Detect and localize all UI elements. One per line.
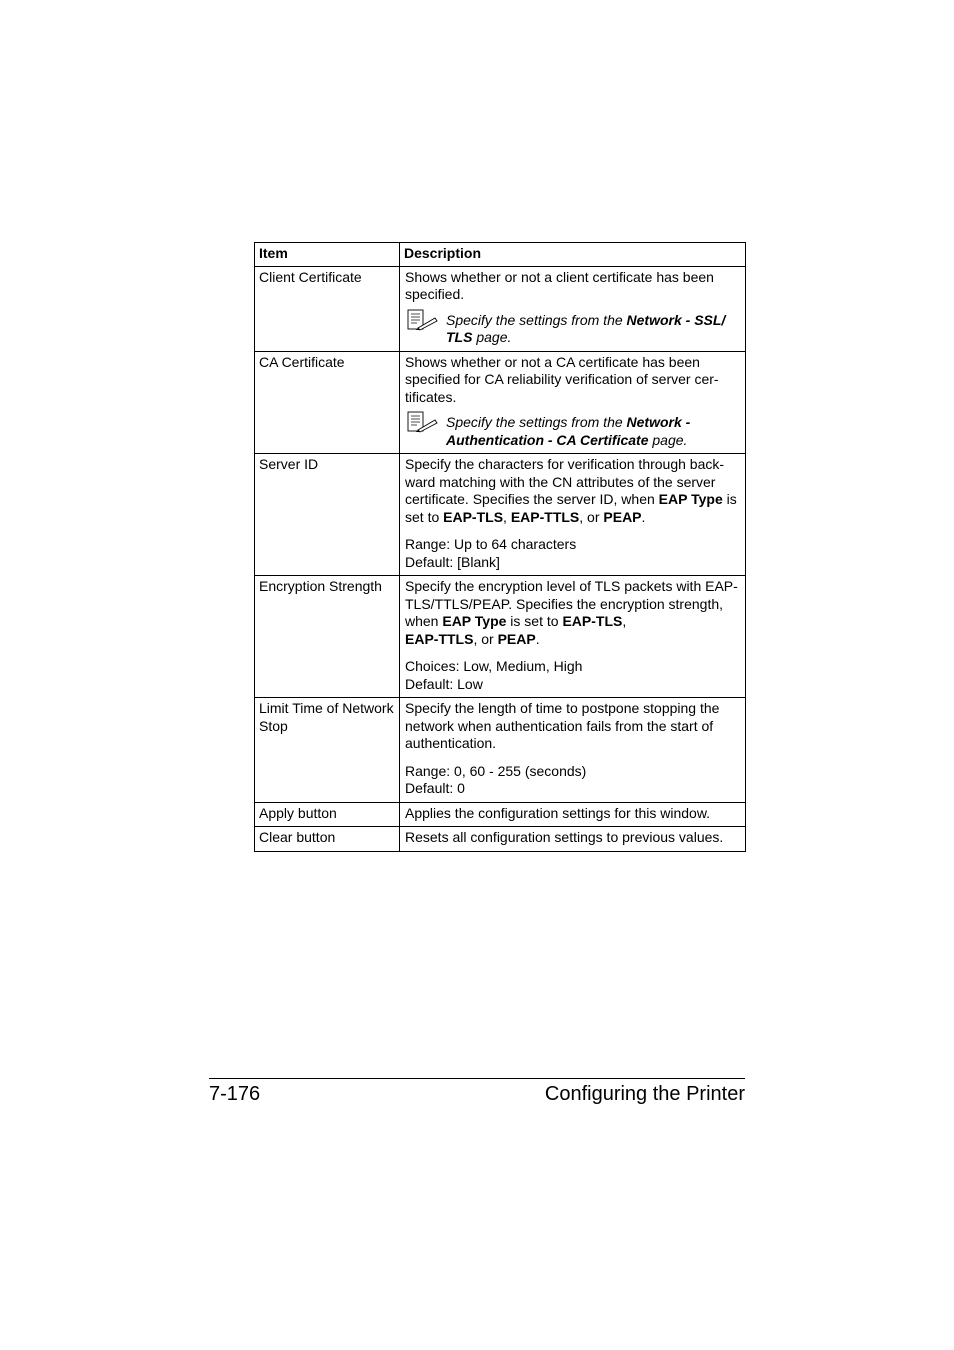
item-server-id: Server ID: [255, 454, 400, 576]
desc-bold: EAP-TLS: [562, 613, 623, 629]
item-ca-certificate: CA Certificate: [255, 351, 400, 454]
table-header-row: [255, 243, 746, 267]
desc-bold: EAP Type: [658, 491, 723, 507]
desc-bold: EAP Type: [442, 613, 507, 629]
desc-part: , or: [473, 630, 498, 647]
table-row: [255, 827, 746, 852]
description-cell: [400, 266, 746, 351]
footer-rule: [209, 1078, 745, 1079]
item-encryption-strength: Encryption Strength: [255, 576, 400, 698]
settings-table: [254, 242, 746, 852]
desc-bold: PEAP: [497, 630, 536, 647]
range-text: Range: 0, 60 - 255 (seconds): [405, 762, 587, 779]
desc-part: Specify the encryption level of TLS packets with EAP-TLS/TTLS/PEAP. Specifies the encryption strength, when: [405, 578, 738, 629]
range-text: Range: Up to 64 characters: [405, 536, 577, 552]
header-item: Item: [255, 243, 400, 267]
default-text: Default: [Blank]: [405, 553, 500, 570]
note-text: Specify the settings from the: [446, 311, 627, 328]
description-cell: Applies the configuration settings for this window.: [400, 802, 746, 827]
description-text: Shows whether or not a CA certificate has been specified for CA reliability verification of server cer- tificates.: [405, 353, 719, 405]
desc-bold: EAP-TLS: [443, 508, 504, 525]
desc-part: .: [641, 508, 646, 525]
table-row: [255, 576, 746, 698]
default-text: Default: 0: [405, 780, 465, 796]
item-apply-button: Apply button: [255, 802, 400, 827]
desc-bold: PEAP: [603, 508, 642, 525]
description-text: Specify the length of time to postpone stopping the network when authentication fails from the start of authentication.: [405, 700, 720, 751]
description-text: Shows whether or not a client certificate has been specified.: [405, 268, 714, 302]
table-row: [255, 454, 746, 576]
note: [405, 312, 741, 347]
desc-part: ,: [503, 508, 511, 525]
desc-bold: EAP-TTLS: [405, 630, 474, 647]
note: [405, 414, 741, 449]
desc-part: is set to: [405, 491, 737, 525]
section-title: Configuring the Printer: [544, 1083, 745, 1105]
table-row: [255, 802, 746, 827]
choices-text: Choices: Low, Medium, High: [405, 658, 583, 674]
default-text: Default: Low: [405, 675, 483, 692]
description-cell: [400, 454, 746, 576]
description-cell: [400, 576, 746, 698]
item-clear-button: Clear button: [255, 827, 400, 852]
table-row: [255, 351, 746, 454]
note-pencil-icon: [406, 309, 438, 331]
description-cell: [400, 351, 746, 454]
note-text: Specify the settings from the: [446, 414, 627, 430]
table-row: [255, 698, 746, 803]
table-row: [255, 266, 746, 351]
desc-part: ,: [622, 613, 627, 629]
item-limit-time-network-stop: Limit Time of Network Stop: [255, 698, 400, 803]
note-text-end: page.: [648, 431, 688, 448]
description-text: [405, 456, 741, 526]
page-number: 7-176: [209, 1083, 261, 1105]
item-client-certificate: Client Certificate: [255, 266, 400, 351]
desc-part: Specify the characters for verification through back- ward matching with the CN attributes of the server certificate. Specifies the server ID, when: [405, 456, 725, 507]
description-cell: [400, 698, 746, 803]
desc-bold: EAP-TTLS: [510, 508, 580, 525]
description-text: [405, 578, 741, 648]
note-pencil-icon: [406, 411, 438, 433]
note-bold-text: Network - SSL/ TLS: [446, 311, 726, 345]
desc-part: , or: [579, 508, 604, 525]
description-cell: Resets all configuration settings to previous values.: [400, 827, 746, 852]
desc-part: .: [535, 630, 540, 647]
desc-part: is set to: [506, 613, 563, 629]
header-description: Description: [400, 243, 746, 267]
note-bold-text: Network - Authentication - CA Certificate: [446, 414, 691, 448]
note-text-end: page.: [472, 329, 512, 345]
